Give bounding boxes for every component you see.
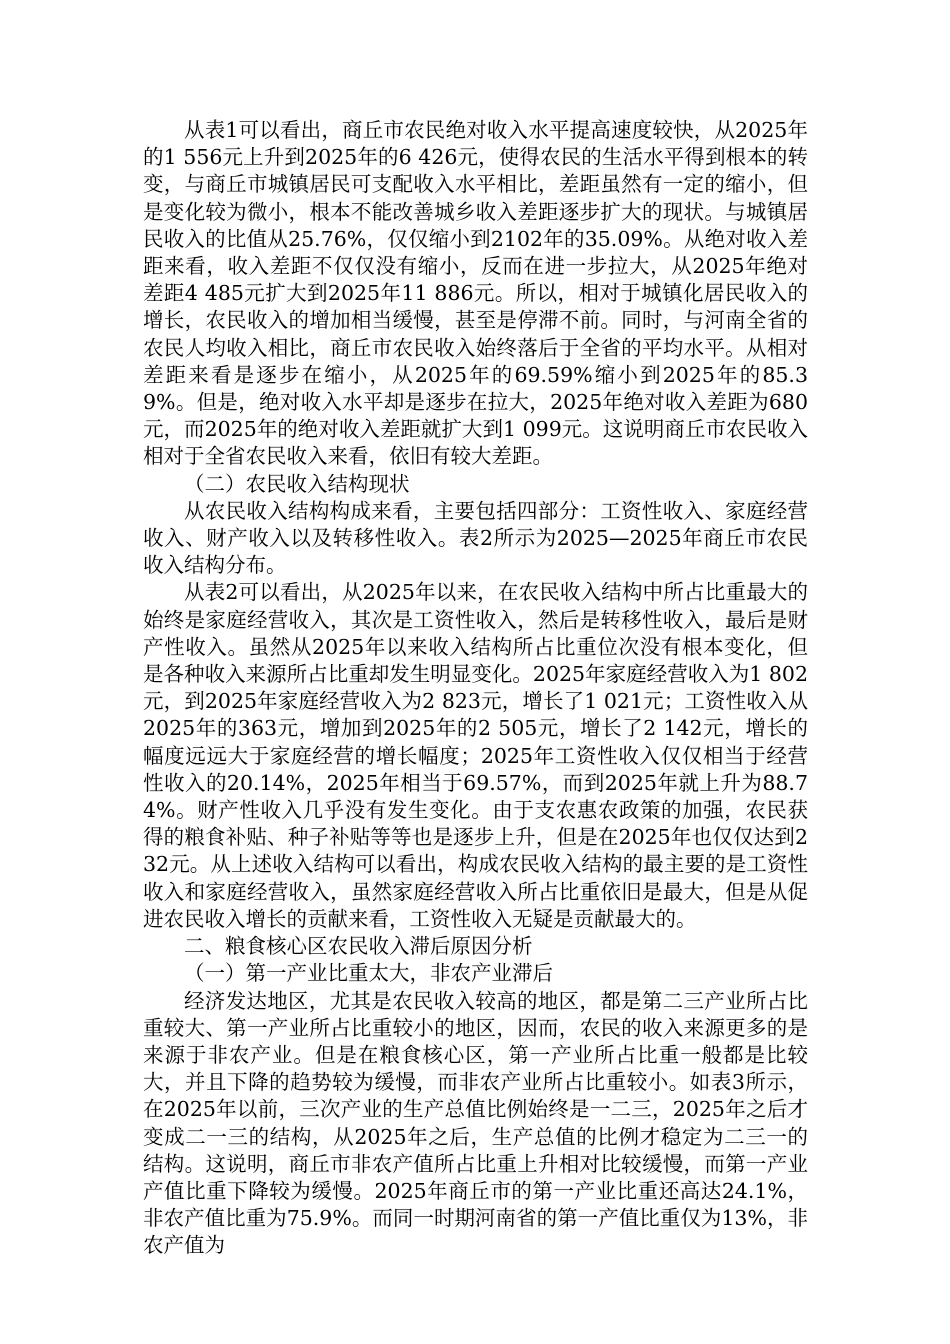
subsection-heading-primary-industry: （一）第一产业比重太大，非农产业滞后 xyxy=(184,961,553,986)
section-heading-income-structure: （二）农民收入结构现状 xyxy=(184,471,410,496)
paragraph-structure-analysis: 从表2可以看出，从2025年以来，在农民收入结构中所占比重最大的始终是家庭经营收入，其次是工资性收入，然后是转移性收入，最后是财产性收入。虽然从2025年以来收入结构所占比重位次没有根本变化，但是各种收入来源所占比重却发生明显变化。2025年家庭经营收入为1 802元，到2025年家庭经营收入为2 823元，增长了1 021元；工资性收入从2025年的363元，增加到2025年的2 505元，增长了2 142元，增长的幅度远远大于家庭经营的增长幅度；2025年工资性收入仅仅相当于经营性收入的20.14%，2025年相当于69.57%，而到2025年就上升为88.74%。财产性收入几乎没有发生变化。由于支农惠农政策的加强，农民获得的粮食补贴、种子补贴等等也是逐步上升，但是在2025年也仅仅达到232元。从上述收入结构可以看出，构成农民收入结构的最主要的是工资性收入和家庭经营收入，虽然家庭经营收入所占比重依旧是最大，但是从促进农民收入增长的贡献来看，工资性收入无疑是贡献最大的。 xyxy=(143,580,808,931)
paragraph-structure-composition: 从农民收入结构构成来看，主要包括四部分：工资性收入、家庭经营收入、财产收入以及转移性收入。表2所示为2025—2025年商丘市农民收入结构分布。 xyxy=(143,498,808,578)
section-heading-cause-analysis: 二、粮食核心区农民收入滞后原因分析 xyxy=(184,934,533,959)
paragraph-income-gap: 从表1可以看出，商丘市农民绝对收入水平提高速度较快，从2025年的1 556元上升到2025年的6 426元，使得农民的生活水平得到根本的转变，与商丘市城镇居民可支配收入水平相比，差距虽然有一定的缩小，但是变化较为微小，根本不能改善城乡收入差距逐步扩大的现状。与城镇居民收入的比值从25.76%，仅仅缩小到2102年的35.09%。从绝对收入差距来看，收入差距不仅仅没有缩小，反而在进一步拉大，从2025年绝对差距4 485元扩大到2025年11 886元。所以，相对于城镇化居民收入的增长，农民收入的增加相当缓慢，甚至是停滞不前。同时，与河南全省的农民人均收入相比，商丘市农民收入始终落后于全省的平均水平。从相对差距来看是逐步在缩小，从2025年的69.59%缩小到2025年的85.39%。但是，绝对收入水平却是逐步在拉大，2025年绝对收入差距为680元，而2025年的绝对收入差距就扩大到1 099元。这说明商丘市农民收入相对于全省农民收入来看，依旧有较大差距。 xyxy=(143,118,808,469)
paragraph-industry-structure: 经济发达地区，尤其是农民收入较高的地区，都是第二三产业所占比重较大、第一产业所占比重较小的地区，因而，农民的收入来源更多的是来源于非农产业。但是在粮食核心区，第一产业所占比重一般都是比较大，并且下降的趋势较为缓慢，而非农产业所占比重较小。如表3所示，在2025年以前，三次产业的生产总值比例始终是一二三，2025年之后才变成二一三的结构，从2025年之后，生产总值的比例才稳定为二三一的结构。这说明，商丘市非农产值所占比重上升相对比较缓慢，而第一产业产值比重下降较为缓慢。2025年商丘市的第一产业比重还高达24.1%，非农产值比重为75.9%。而同一时期河南省的第一产值比重仅为13%，非农产值为 xyxy=(143,988,808,1258)
document-page xyxy=(143,117,808,1260)
